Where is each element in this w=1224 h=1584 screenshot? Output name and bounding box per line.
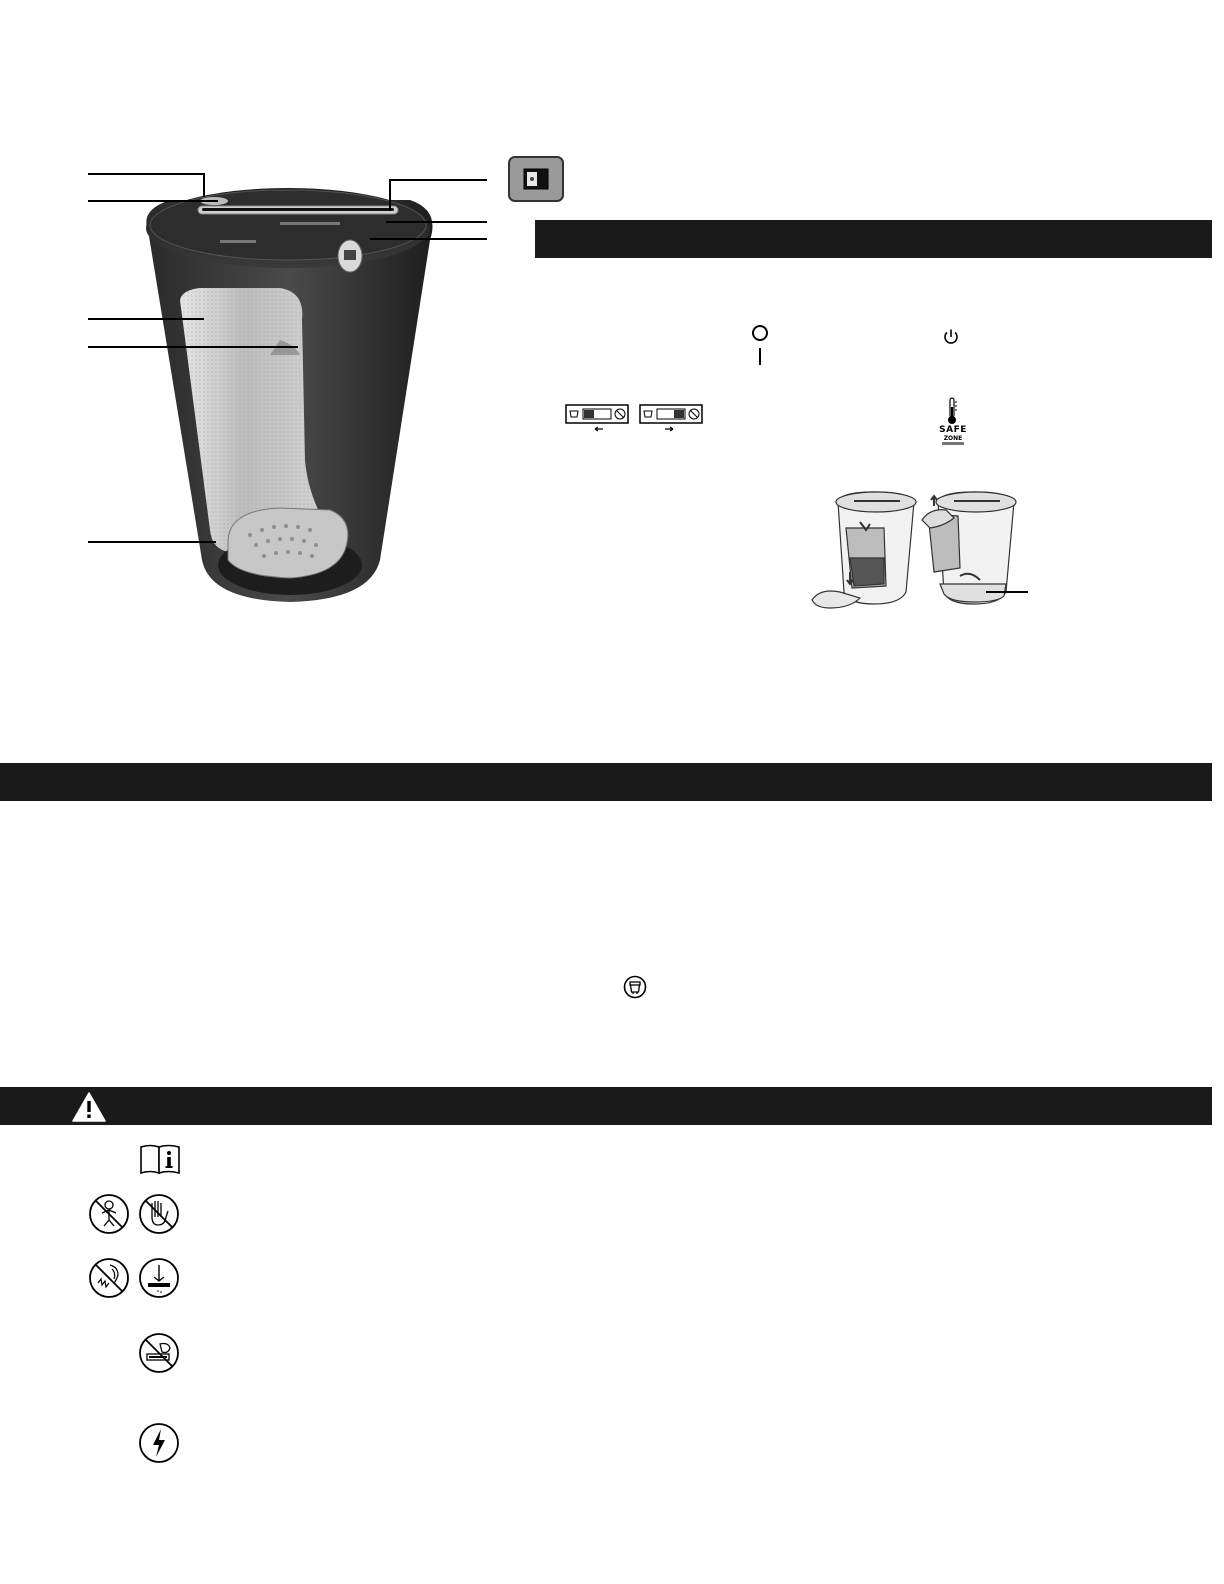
bin-removal-illustration — [810, 488, 1035, 612]
safe-zone-line2: ZONE — [943, 435, 963, 442]
read-manual-icon — [139, 1143, 181, 1175]
callout-line-3 — [88, 318, 204, 320]
section-header-bar-operation — [0, 763, 1212, 801]
section-header-bar-safety — [0, 1087, 1212, 1125]
shredder-illustration — [130, 170, 450, 610]
callout-line-4 — [88, 346, 298, 348]
warning-triangle-icon — [71, 1091, 107, 1123]
safe-zone-badge-icon — [938, 426, 968, 450]
safe-zone-stripe — [942, 442, 964, 445]
callout-line-bin — [986, 591, 1028, 593]
slider-position-left-icon — [565, 404, 629, 432]
no-children-icon — [88, 1193, 130, 1235]
no-aerosol-icon — [88, 1257, 130, 1299]
callout-line-6 — [389, 179, 487, 181]
callout-line-7 — [386, 221, 487, 223]
callout-line-6-drop — [389, 179, 391, 211]
electric-hazard-icon — [138, 1422, 180, 1464]
no-heat-surface-icon — [138, 1257, 180, 1299]
section-header-bar-controls — [535, 220, 1212, 258]
callout-line-5 — [88, 541, 216, 543]
no-hands-icon — [138, 1193, 180, 1235]
wastebasket-icon — [623, 975, 647, 999]
safe-zone-line1: SAFE — [939, 425, 967, 435]
on-line-icon — [758, 348, 762, 365]
no-sharp-objects-icon — [138, 1332, 180, 1374]
off-circle-icon — [751, 324, 769, 342]
callout-line-1 — [88, 173, 204, 175]
callout-line-1-drop — [203, 173, 205, 197]
rocker-switch-icon — [508, 156, 564, 202]
callout-line-2 — [88, 200, 218, 202]
power-standby-icon — [942, 328, 960, 346]
thermometer-icon — [945, 397, 959, 425]
slider-position-right-icon — [639, 404, 703, 432]
callout-line-8 — [370, 238, 487, 240]
